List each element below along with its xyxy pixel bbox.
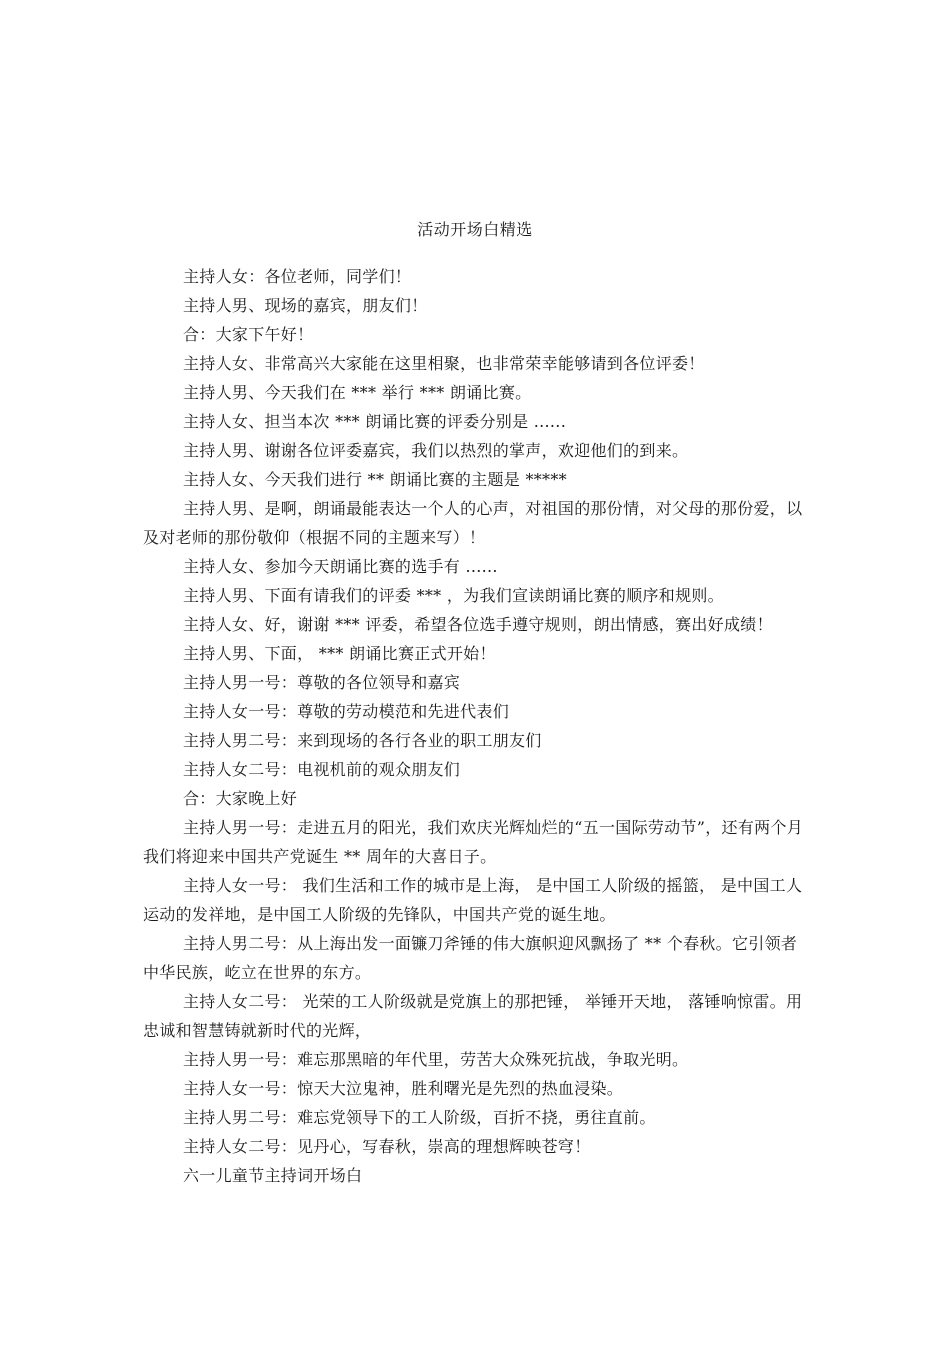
paragraph: 主持人女一号：惊天大泣鬼神，胜利曙光是先烈的热血浸染。	[183, 1079, 624, 1098]
paragraph: 主持人女二号： 光荣的工人阶级就是党旗上的那把锤， 举锤开天地， 落锤响惊雷。用忠诚和智慧铸就新时代的光辉，	[143, 992, 803, 1040]
paragraph: 主持人男一号：尊敬的各位领导和嘉宾	[183, 673, 461, 692]
paragraph: 主持人女二号：电视机前的观众朋友们	[183, 760, 461, 779]
paragraph: 主持人男一号：难忘那黑暗的年代里，劳苦大众殊死抗战，争取光明。	[183, 1050, 689, 1069]
paragraph: 主持人女、担当本次 *** 朗诵比赛的评委分别是 ......	[183, 412, 567, 431]
paragraph: 主持人女二号：见丹心，写春秋，崇高的理想辉映苍穹！	[183, 1137, 591, 1156]
paragraph: 主持人男、现场的嘉宾，朋友们！	[183, 296, 428, 315]
paragraph: 主持人女一号：尊敬的劳动模范和先进代表们	[183, 702, 510, 721]
document-title: 活动开场白精选	[417, 220, 533, 239]
paragraph: 主持人男二号：来到现场的各行各业的职工朋友们	[183, 731, 542, 750]
paragraph: 主持人男、是啊，朗诵最能表达一个人的心声，对祖国的那份情，对父母的那份爱，以及对老师的那份敬仰（根据不同的主题来写）！	[143, 499, 803, 547]
paragraph: 合：大家晚上好	[183, 789, 298, 808]
paragraph: 主持人女一号： 我们生活和工作的城市是上海， 是中国工人阶级的摇篮， 是中国工人运动的发祥地，是中国工人阶级的先锋队，中国共产党的诞生地。	[143, 876, 803, 924]
paragraph: 主持人男、下面有请我们的评委 *** ，为我们宣读朗诵比赛的顺序和规则。	[183, 586, 724, 605]
paragraph: 主持人男二号：从上海出发一面镰刀斧锤的伟大旗帜迎风飘扬了 ** 个春秋。它引领者中华民族，屹立在世界的东方。	[143, 934, 798, 982]
paragraph: 主持人女、今天我们进行 ** 朗诵比赛的主题是 *****	[183, 470, 567, 489]
paragraph: 主持人女、非常高兴大家能在这里相聚，也非常荣幸能够请到各位评委！	[183, 354, 705, 373]
paragraph: 主持人男、下面， *** 朗诵比赛正式开始！	[183, 644, 496, 663]
paragraph: 主持人女、好，谢谢 *** 评委，希望各位选手遵守规则，朗出情感，赛出好成绩！	[183, 615, 773, 634]
paragraph: 合：大家下午好！	[183, 325, 314, 344]
paragraph: 主持人女：各位老师，同学们！	[183, 267, 412, 286]
paragraph: 主持人男、谢谢各位评委嘉宾，我们以热烈的掌声，欢迎他们的到来。	[183, 441, 689, 460]
paragraph: 主持人男、今天我们在 *** 举行 *** 朗诵比赛。	[183, 383, 532, 402]
paragraph: 六一儿童节主持词开场白	[183, 1166, 363, 1185]
paragraph: 主持人女、参加今天朗诵比赛的选手有 ......	[183, 557, 498, 576]
document-body	[143, 262, 808, 1190]
paragraph: 主持人男一号：走进五月的阳光，我们欢庆光辉灿烂的“五一国际劳动节”，还有两个月我们将迎来中国共产党诞生 ** 周年的大喜日子。	[143, 818, 804, 866]
paragraph: 主持人男二号：难忘党领导下的工人阶级，百折不挠，勇往直前。	[183, 1108, 656, 1127]
